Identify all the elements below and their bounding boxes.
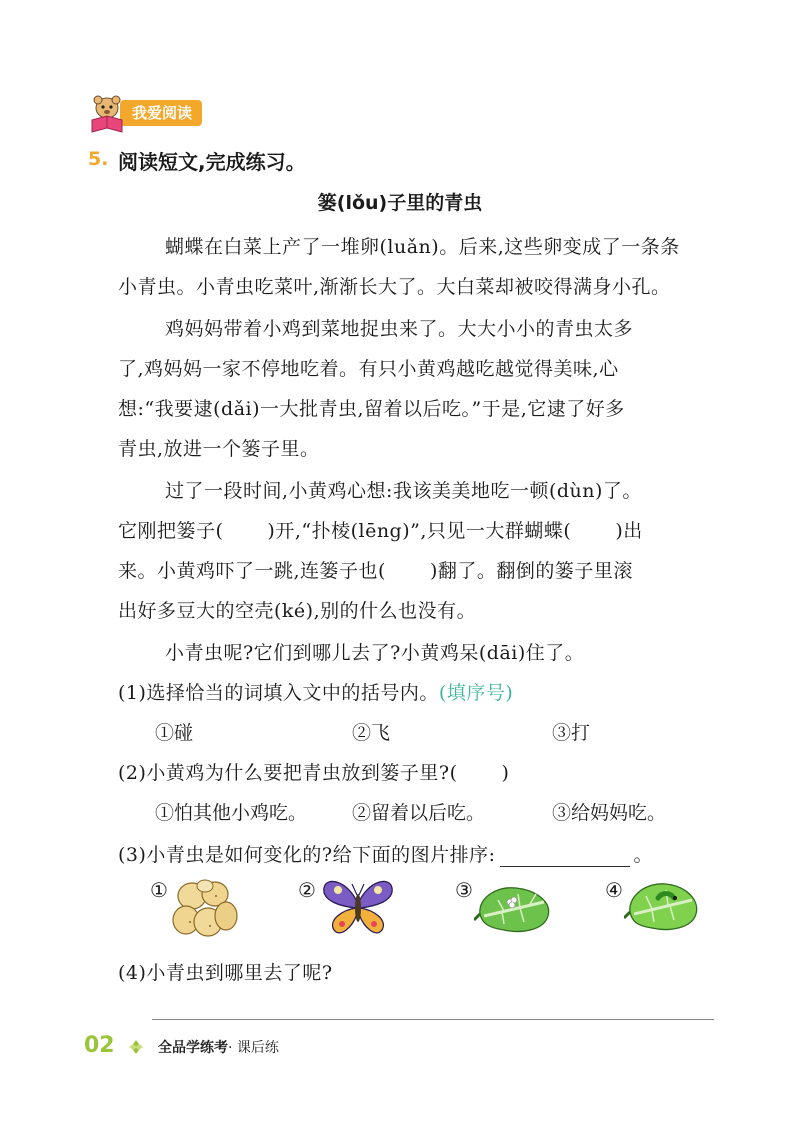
book-title (158, 1037, 279, 1057)
text-segment: )出 (615, 520, 643, 542)
question-instruction: 阅读短文,完成练习。 (118, 150, 306, 174)
footer-divider (152, 1019, 714, 1020)
exercise-2-option-1: ①怕其他小鸡吃。 (155, 802, 308, 824)
passage-line: 蝴蝶在白菜上产了一堆卵(luǎn)。后来,这些卵变成了一条条 (165, 236, 680, 258)
passage-line-with-blanks (118, 556, 633, 583)
text-segment: 来。小黄鸡吓了一跳,连篓子也( (118, 560, 386, 582)
passage-line: 青虫,放进一个篓子里。 (118, 438, 320, 460)
eggs-image (170, 876, 240, 946)
reading-badge (88, 96, 202, 130)
passage-line: 过了一段时间,小黄鸡心想:我该美美地吃一顿(dùn)了。 (165, 480, 642, 502)
exercise-1-hint: (填序号) (438, 682, 514, 704)
passage-line: 出好多豆大的空壳(ké),别的什么也没有。 (118, 600, 477, 622)
exercise-4: (4)小青虫到哪里去了呢? (118, 962, 333, 984)
text-segment: )翻了。翻倒的篓子里滚 (429, 560, 633, 582)
exercise-2-option-3: ③给妈妈吃。 (552, 802, 667, 824)
passage-line: 鸡妈妈带着小鸡到菜地捉虫来了。大大小小的青虫太多 (165, 318, 634, 340)
text-segment: )开,“扑棱(lēng)”,只见一大群蝴蝶( (267, 520, 572, 542)
text-segment: 它刚把篓子( (118, 520, 224, 542)
cabbage-leaf-image (474, 880, 554, 940)
passage-line: 了,鸡妈妈一家不停地吃着。有只小黄鸡越吃越觉得美味,心 (118, 358, 619, 380)
exercise-3-end: 。 (633, 844, 654, 866)
exercise-1-option-3: ③打 (552, 722, 591, 744)
caterpillar-leaf-image (624, 876, 702, 940)
exercise-1-option-2: ②飞 (352, 722, 391, 744)
exercise-3-text: (3)小青虫是如何变化的?给下面的图片排序: (118, 844, 496, 866)
exercise-1-text: (1)选择恰当的词填入文中的括号内。 (118, 682, 439, 704)
butterfly-image (318, 874, 398, 944)
picture-label-3: ③ (455, 878, 473, 902)
page-number: 02 (84, 1033, 115, 1058)
passage-line: 小青虫呢?它们到哪儿去了?小黄鸡呆(dāi)住了。 (165, 642, 585, 664)
exercise-1-option-1: ①碰 (155, 722, 194, 744)
exercise-2 (118, 758, 509, 785)
exercise-3-answer-line[interactable] (500, 848, 630, 867)
exercise-2-option-2: ②留着以后吃。 (352, 802, 486, 824)
picture-label-4: ④ (605, 878, 623, 902)
question-number: 5. (88, 148, 109, 170)
exercise-1 (118, 678, 513, 705)
passage-line: 小青虫。小青虫吃菜叶,渐渐长大了。大白菜却被咬得满身小孔。 (118, 276, 671, 298)
reading-mascot-icon (88, 94, 124, 132)
exercise-3 (118, 840, 653, 867)
badge-label: 我爱阅读 (120, 100, 202, 126)
picture-label-1: ① (150, 878, 168, 902)
book-title-sub: · 课后练 (228, 1040, 279, 1056)
book-title-main: 全品学练考 (158, 1040, 228, 1056)
diamond-icon (128, 1039, 144, 1059)
passage-line-with-blanks (118, 516, 643, 543)
passage-title: 篓(lǒu)子里的青虫 (317, 192, 483, 214)
exercise-2-text: (2)小黄鸡为什么要把青虫放到篓子里?( (118, 762, 458, 784)
passage-line: 想:“我要逮(dǎi)一大批青虫,留着以后吃。”于是,它逮了好多 (118, 398, 625, 420)
exercise-2-close: ) (501, 762, 510, 784)
picture-label-2: ② (298, 878, 316, 902)
